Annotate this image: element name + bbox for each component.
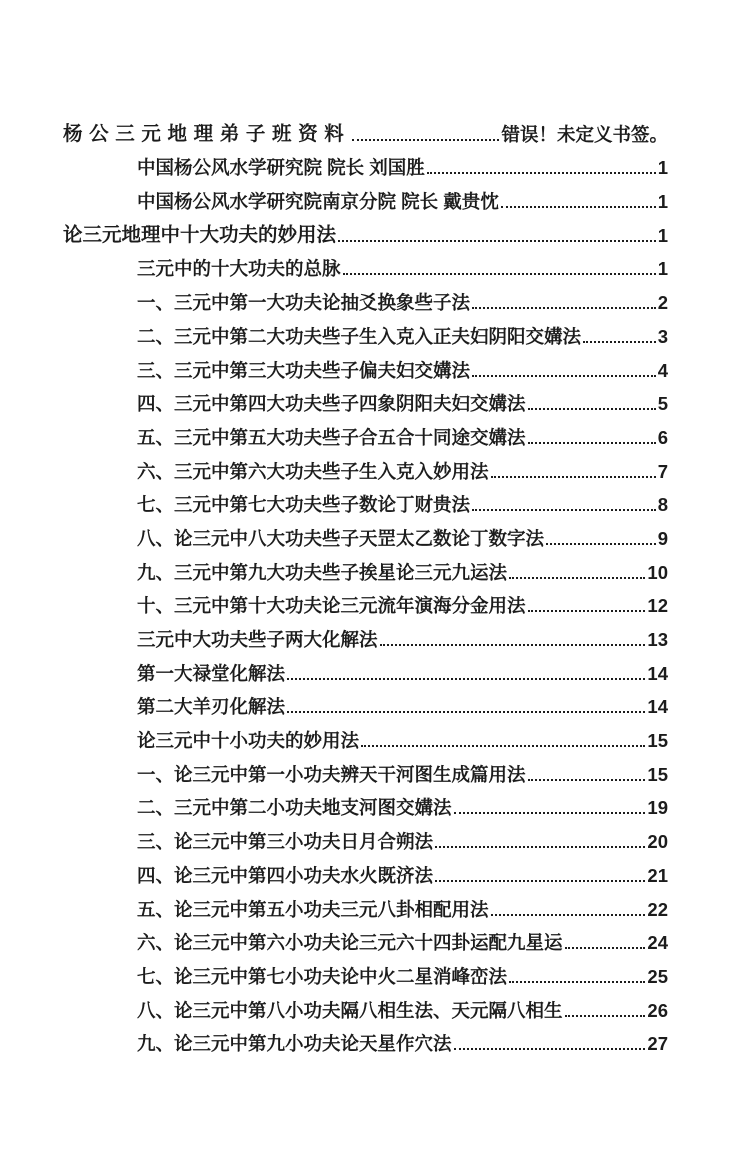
toc-entry-text: 第一大禄堂化解法 <box>137 662 286 684</box>
dotted-leader <box>509 577 645 579</box>
toc-entry[interactable] <box>63 819 668 853</box>
toc-entry-text: 第二大羊刃化解法 <box>137 696 286 718</box>
toc-entry-page: 1 <box>657 258 668 280</box>
toc-entry[interactable] <box>63 853 668 887</box>
toc-entry[interactable] <box>63 247 668 281</box>
toc-entry[interactable] <box>63 348 668 382</box>
toc-entry[interactable] <box>63 314 668 348</box>
toc-entry-page: 7 <box>657 460 668 482</box>
toc-entry[interactable] <box>63 483 668 517</box>
toc-entry-page: 1 <box>657 191 668 213</box>
toc-entry-page: 3 <box>657 325 668 347</box>
dotted-leader <box>287 711 645 713</box>
toc-entry-page: 8 <box>657 494 668 516</box>
toc-entry-text: 三元中大功夫些子两大化解法 <box>137 629 378 650</box>
dotted-leader <box>528 408 656 410</box>
toc-entry-page: 20 <box>647 831 668 853</box>
toc-entry[interactable] <box>63 685 668 719</box>
dotted-leader <box>427 172 656 174</box>
toc-entry[interactable] <box>63 415 668 449</box>
dotted-leader <box>435 846 645 848</box>
dotted-leader <box>352 139 499 141</box>
toc-list <box>63 112 668 1055</box>
toc-entry-page: 5 <box>657 393 668 415</box>
toc-entry-text: 七、三元中第七大功夫些子数论丁财贵法 <box>137 494 471 516</box>
toc-entry[interactable] <box>63 449 668 483</box>
toc-entry-page: 2 <box>657 292 668 314</box>
toc-entry[interactable] <box>63 921 668 955</box>
toc-entry-page: 13 <box>647 629 668 650</box>
toc-entry-text: 杨公三元地理弟子班资料 <box>63 122 351 145</box>
toc-entry[interactable] <box>63 651 668 685</box>
toc-entry[interactable] <box>63 179 668 213</box>
toc-entry-page: 错误！未定义书签。 <box>501 123 668 145</box>
toc-entry[interactable] <box>63 1022 668 1056</box>
toc-entry-text: 五、三元中第五大功夫些子合五合十同途交媾法 <box>137 426 526 448</box>
dotted-leader <box>583 341 656 343</box>
toc-entry-page: 27 <box>647 1033 668 1055</box>
toc-entry-text: 一、论三元中第一小功夫辨天干河图生成篇用法 <box>137 763 526 785</box>
dotted-leader <box>380 644 646 646</box>
dotted-leader <box>528 610 646 612</box>
toc-entry-text: 论三元中十小功夫的妙用法 <box>137 730 360 752</box>
toc-entry-text: 九、三元中第九大功夫些子挨星论三元九运法 <box>137 561 508 583</box>
toc-entry-page: 1 <box>657 224 668 246</box>
toc-entry-text: 八、论三元中八大功夫些子天罡太乙数论丁数字法 <box>137 527 545 549</box>
toc-entry-text: 三、三元中第三大功夫些子偏夫妇交媾法 <box>137 359 471 381</box>
toc-entry-text: 七、论三元中第七小功夫论中火二星消峰峦法 <box>137 965 508 987</box>
dotted-leader <box>361 745 645 747</box>
toc-entry-page: 24 <box>647 932 668 954</box>
toc-entry[interactable] <box>63 112 668 146</box>
dotted-leader <box>287 678 645 680</box>
toc-entry[interactable] <box>63 954 668 988</box>
toc-entry-page: 22 <box>647 898 668 920</box>
toc-entry-text: 二、三元中第二小功夫地支河图交媾法 <box>137 797 452 819</box>
dotted-leader <box>528 779 646 781</box>
toc-entry-page: 10 <box>647 561 668 583</box>
dotted-leader <box>435 880 645 882</box>
toc-entry-page: 19 <box>647 797 668 819</box>
toc-entry[interactable] <box>63 887 668 921</box>
dotted-leader <box>565 947 646 949</box>
toc-entry-page: 14 <box>647 662 668 684</box>
toc-entry[interactable] <box>63 146 668 180</box>
dotted-leader <box>472 509 656 511</box>
dotted-leader <box>472 307 656 309</box>
toc-entry-page: 1 <box>657 157 668 179</box>
dotted-leader <box>491 476 656 478</box>
dotted-leader <box>565 1015 646 1017</box>
toc-entry[interactable] <box>63 550 668 584</box>
dotted-leader <box>491 914 646 916</box>
toc-entry-text: 三元中的十大功夫的总脉 <box>137 258 341 280</box>
toc-entry-page: 15 <box>647 763 668 785</box>
toc-entry-page: 9 <box>657 527 668 549</box>
toc-entry[interactable] <box>63 786 668 820</box>
toc-entry-text: 八、论三元中第八小功夫隔八相生法、天元隔八相生 <box>137 999 563 1021</box>
toc-entry-page: 15 <box>647 730 668 752</box>
toc-entry-page: 6 <box>657 426 668 448</box>
dotted-leader <box>509 981 645 983</box>
toc-entry[interactable] <box>63 516 668 550</box>
dotted-leader <box>528 442 656 444</box>
toc-entry[interactable] <box>63 617 668 651</box>
dotted-leader <box>343 273 656 275</box>
toc-entry-page: 25 <box>647 965 668 987</box>
dotted-leader <box>501 206 656 208</box>
toc-entry-text: 论三元地理中十大功夫的妙用法 <box>63 223 337 246</box>
toc-entry-page: 12 <box>647 595 668 617</box>
dotted-leader <box>472 375 656 377</box>
toc-entry-text: 四、论三元中第四小功夫水火既济法 <box>137 864 434 886</box>
toc-entry[interactable] <box>63 584 668 618</box>
dotted-leader <box>454 1048 646 1050</box>
toc-entry-text: 四、三元中第四大功夫些子四象阴阳夫妇交媾法 <box>137 393 526 415</box>
toc-entry-text: 六、论三元中第六小功夫论三元六十四卦运配九星运 <box>137 932 563 954</box>
toc-entry-text: 五、论三元中第五小功夫三元八卦相配用法 <box>137 898 489 920</box>
toc-entry[interactable] <box>63 718 668 752</box>
toc-entry-text: 中国杨公风水学研究院南京分院 院长 戴贵忱 <box>137 191 499 213</box>
toc-entry-page: 21 <box>647 864 668 886</box>
dotted-leader <box>546 543 656 545</box>
toc-entry-page: 14 <box>647 696 668 718</box>
toc-entry[interactable] <box>63 213 668 247</box>
toc-entry-page: 4 <box>657 359 668 381</box>
toc-entry[interactable] <box>63 382 668 416</box>
toc-entry-text: 二、三元中第二大功夫些子生入克入正夫妇阴阳交媾法 <box>137 325 582 347</box>
toc-entry[interactable] <box>63 752 668 786</box>
toc-entry-text: 三、论三元中第三小功夫日月合朔法 <box>137 831 434 853</box>
toc-entry-text: 十、三元中第十大功夫论三元流年演海分金用法 <box>137 595 526 617</box>
toc-entry-page: 26 <box>647 999 668 1021</box>
toc-entry-text: 一、三元中第一大功夫论抽爻换象些子法 <box>137 292 471 314</box>
toc-entry-text: 中国杨公风水学研究院 院长 刘国胜 <box>137 157 425 179</box>
toc-entry-text: 六、三元中第六大功夫些子生入克入妙用法 <box>137 460 489 482</box>
dotted-leader <box>338 240 656 242</box>
dotted-leader <box>454 812 646 814</box>
toc-entry[interactable] <box>63 280 668 314</box>
toc-entry[interactable] <box>63 988 668 1022</box>
toc-entry-text: 九、论三元中第九小功夫论天星作穴法 <box>137 1033 452 1055</box>
